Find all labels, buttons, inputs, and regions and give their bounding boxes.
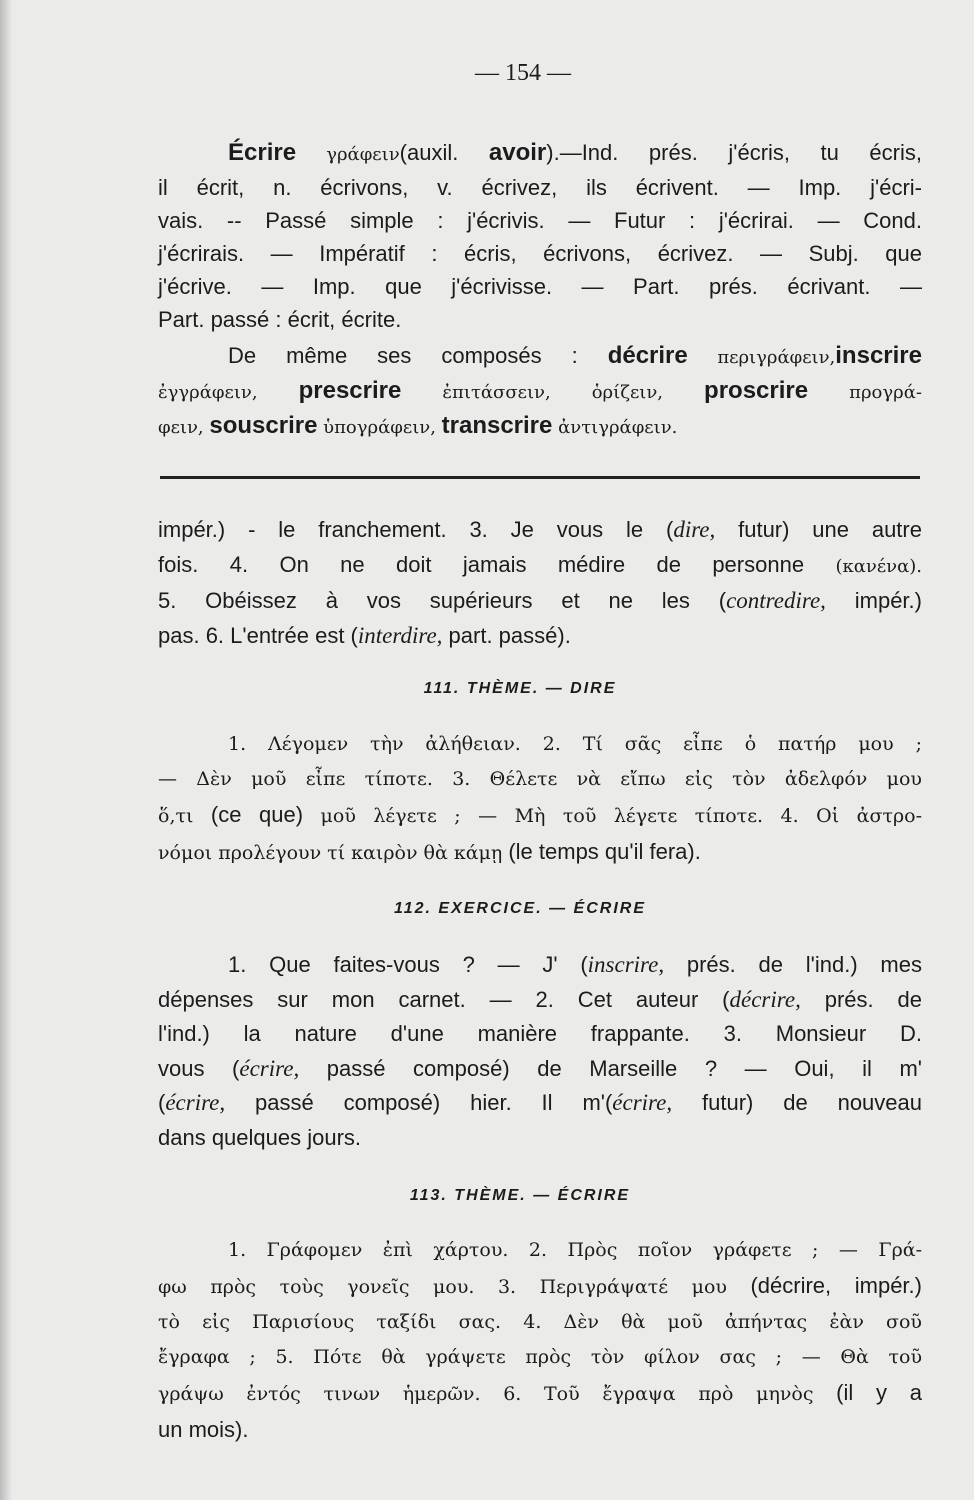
text-line — [158, 983, 922, 1018]
bold-term: avoir — [488, 139, 547, 166]
text-line — [158, 204, 922, 237]
bold-term: proscrire — [704, 377, 809, 404]
text-line — [158, 1412, 922, 1449]
text-run: futur) de nouveau — [672, 1090, 922, 1115]
text-line — [158, 303, 922, 336]
text-line — [158, 1052, 922, 1087]
text-run: ).—Ind. prés. j'écris, tu écris, — [546, 140, 922, 165]
text-run: dans quelques jours. — [158, 1124, 362, 1150]
paragraph-p4 — [158, 727, 922, 871]
greek-text: ἀντιγράφειν. — [552, 417, 678, 438]
text-run: l'ind.) la nature d'une manière frappante. 3. Monsieur D. — [158, 1021, 922, 1046]
italic-verb: inscrire, — [587, 952, 665, 977]
greek-text: φειν, — [158, 417, 210, 438]
text-run: μοῦ λέγετε ; — Μὴ τοῦ λέγετε τίποτε. 4. Οἱ ἀστρο- — [303, 805, 922, 827]
bold-term: souscrire — [209, 412, 318, 439]
text-line — [158, 1268, 922, 1305]
text-line — [158, 513, 922, 548]
text-run: impér.) - le franchement. 3. Je vous le ( — [158, 517, 674, 542]
italic-verb: écrire, — [239, 1055, 300, 1081]
text-run: passé composé) de Marseille ? — Oui, il m' — [299, 1055, 922, 1081]
text-line — [158, 339, 922, 374]
text-run: vous ( — [158, 1055, 240, 1081]
bold-term: transcrire — [441, 412, 553, 439]
section-divider — [160, 476, 920, 479]
bold-term: inscrire — [835, 342, 922, 369]
italic-verb: décrire, — [729, 986, 801, 1012]
text-line — [158, 374, 922, 409]
text-run: 1. Λέγομεν τὴν ἀλήθειαν. 2. Τί σᾶς εἶπε ὁ πατήρ μου ; — [228, 733, 922, 755]
text-line — [158, 762, 922, 797]
text-run: De même ses composés : — [228, 343, 608, 368]
greek-text: ἐγγράφειν, — [158, 382, 299, 403]
page-edge-shadow — [0, 0, 12, 1500]
text-run: pas. 6. L'entrée est ( — [158, 622, 358, 648]
text-run: 1. Γράφομεν ἐπὶ χάρτου. 2. Πρὸς ποῖον γράφετε ; — Γρά- — [228, 1239, 922, 1261]
text-line — [158, 136, 922, 171]
text-run: 1. Que faites-vous ? — J' ( — [228, 952, 588, 977]
text-run: φω πρὸς τοὺς γονεῖς μου. 3. Περιγράψατέ μου — [158, 1276, 751, 1298]
paragraph-p3 — [158, 513, 922, 653]
greek-text: προγρά- — [808, 382, 922, 403]
greek-text: (κανένα). — [835, 555, 922, 577]
text-run: fois. 4. On ne doit jamais médire de personne — [158, 551, 836, 577]
heading-111: 111. THÈME. — DIRE — [423, 680, 617, 697]
text-line — [158, 1233, 922, 1268]
text-run: — Δὲν μοῦ εἶπε τίποτε. 3. Θέλετε νὰ εἴπω εἰς τὸν ἀδελφόν μου — [158, 768, 922, 790]
italic-verb: interdire, — [357, 622, 443, 648]
text-line — [158, 948, 922, 983]
text-run: (il y a — [836, 1380, 923, 1405]
text-run: prés. de — [800, 986, 923, 1012]
text-line — [158, 270, 922, 303]
text-run: ( — [158, 1090, 166, 1115]
text-run: ὅ,τι — [158, 805, 211, 827]
italic-verb: écrire, — [612, 1090, 673, 1115]
text-line — [158, 1375, 922, 1412]
text-line — [158, 834, 922, 871]
text-run: il écrit, n. écrivons, v. écrivez, ils écrivent. — Imp. j'écri- — [158, 175, 922, 200]
text-run: j'écrirais. — Impératif : écris, écrivons, écrivez. — Subj. que — [158, 241, 922, 266]
bold-term: Écrire — [228, 139, 297, 166]
greek-text: ὑπογράφειν, — [317, 417, 442, 438]
text-run: (ce que) — [210, 802, 304, 827]
text-run: γράψω ἐντός τινων ἡμερῶν. 6. Τοῦ ἔγραψα πρὸ μηνὸς — [158, 1383, 837, 1405]
text-line — [158, 1121, 922, 1156]
text-line — [158, 797, 922, 834]
paragraph-p2 — [158, 339, 922, 444]
greek-text: ἐπιτάσσειν, ὁρίζειν, — [401, 382, 705, 403]
text-run: un mois). — [158, 1417, 249, 1442]
text-line — [158, 584, 922, 619]
italic-verb: contredire, — [726, 588, 826, 613]
text-run: dépenses sur mon carnet. — 2. Cet auteur ( — [158, 986, 730, 1012]
bold-term: décrire — [607, 342, 688, 369]
text-line — [158, 548, 922, 585]
text-run: (décrire, impér.) — [750, 1273, 922, 1298]
text-run: vais. -- Passé simple : j'écrivis. — Futur : j'écrirai. — Cond. — [158, 208, 922, 233]
text-run: j'écrive. — Imp. que j'écrivisse. — Part. prés. écrivant. — — [158, 274, 922, 299]
text-run: prés. de l'ind.) mes — [664, 952, 922, 977]
page-number: — 154 — — [475, 60, 571, 86]
text-line — [158, 1017, 922, 1052]
text-run: part. passé). — [442, 622, 571, 648]
text-run: νόμοι προλέγουν τί καιρὸν θὰ κάμῃ — [158, 842, 509, 864]
text-line — [158, 1086, 922, 1121]
text-run: τὸ εἰς Παρισίους ταξίδι σας. 4. Δὲν θὰ μοῦ ἀπήντας ἐὰν σοῦ — [158, 1311, 922, 1333]
text-line — [158, 1340, 922, 1375]
greek-text: περιγράφειν, — [687, 347, 836, 368]
italic-verb: écrire, — [165, 1090, 226, 1115]
heading-112: 112. EXERCICE. — ÉCRIRE — [394, 900, 646, 917]
text-line — [158, 619, 922, 654]
text-run: (le temps qu'il fera). — [508, 839, 701, 864]
text-line — [158, 1305, 922, 1340]
greek-text: γράφειν — [296, 144, 400, 165]
text-run: Part. passé : écrit, écrite. — [158, 307, 402, 332]
paragraph-p1 — [158, 136, 922, 336]
bold-term: prescrire — [298, 377, 402, 404]
text-line — [158, 237, 922, 270]
text-run: futur) une autre — [715, 517, 922, 542]
text-run: 5. Obéissez à vos supérieurs et ne les ( — [158, 588, 727, 613]
text-run: (auxil. — [399, 140, 489, 165]
heading-113: 113. THÈME. — ÉCRIRE — [409, 1187, 631, 1204]
text-run: passé composé) hier. Il m'( — [225, 1090, 613, 1115]
italic-verb: dire, — [673, 517, 716, 542]
text-line — [158, 727, 922, 762]
text-line — [158, 171, 922, 204]
paragraph-p6 — [158, 1233, 922, 1449]
text-line — [158, 409, 922, 444]
paragraph-p5 — [158, 948, 922, 1155]
text-run: impér.) — [825, 588, 922, 613]
text-run: ἔγραφα ; 5. Πότε θὰ γράψετε πρὸς τὸν φίλον σας ; — Θὰ τοῦ — [158, 1346, 922, 1368]
